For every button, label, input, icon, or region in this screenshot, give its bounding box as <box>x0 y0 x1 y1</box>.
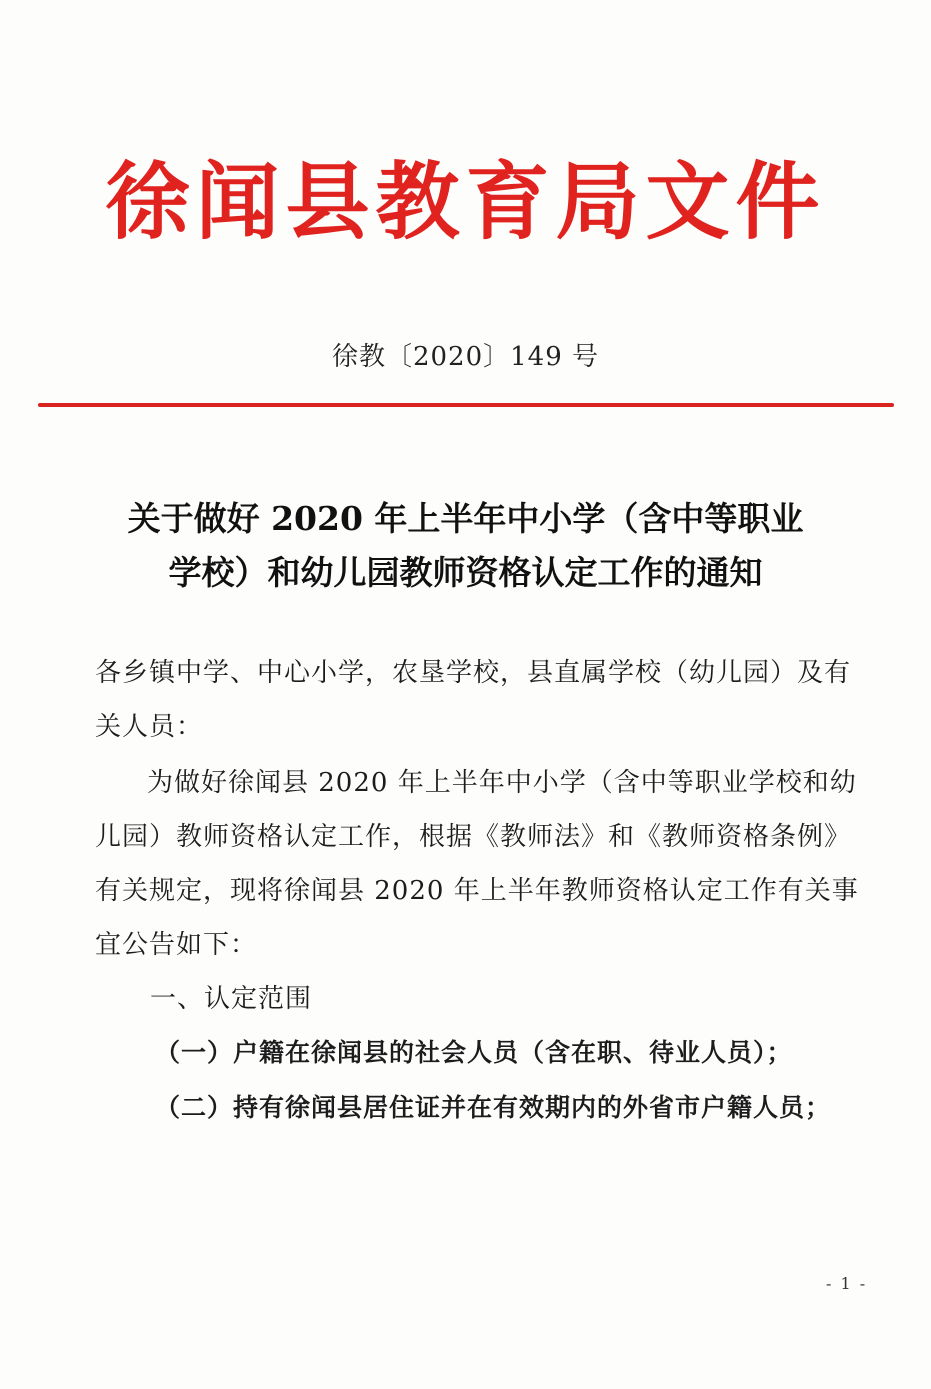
notice-title-line-2: 学校）和幼儿园教师资格认定工作的通知 <box>168 553 763 592</box>
page-number: - 1 - <box>826 1274 868 1293</box>
document-number: 徐教〔2020〕149 号 <box>331 342 600 372</box>
section-1-heading: 一、认定范围 <box>150 984 313 1014</box>
addressee-paragraph: 各乡镇中学、中心小学，农垦学校，县直属学校（幼儿园）及有关人员： <box>95 658 852 742</box>
intro-paragraph: 为做好徐闻县 2020 年上半年中小学（含中等职业学校和幼儿园）教师资格认定工作，根据《教师法》和《教师资格条例》有关规定，现将徐闻县 2020 年上半年教师资格认定工作有关事宜公告如下： <box>95 768 859 960</box>
document-header-title: 徐闻县教育局文件 <box>105 153 826 251</box>
scope-item-1: （一）户籍在徐闻县的社会人员（含在职、待业人员）； <box>155 1038 793 1067</box>
scope-item-2: （二）持有徐闻县居住证并在有效期内的外省市户籍人员； <box>155 1093 832 1122</box>
notice-title <box>60 492 871 600</box>
notice-title-line-1: 关于做好 2020 年上半年中小学（含中等职业 <box>127 499 804 538</box>
red-divider-line <box>38 403 894 407</box>
